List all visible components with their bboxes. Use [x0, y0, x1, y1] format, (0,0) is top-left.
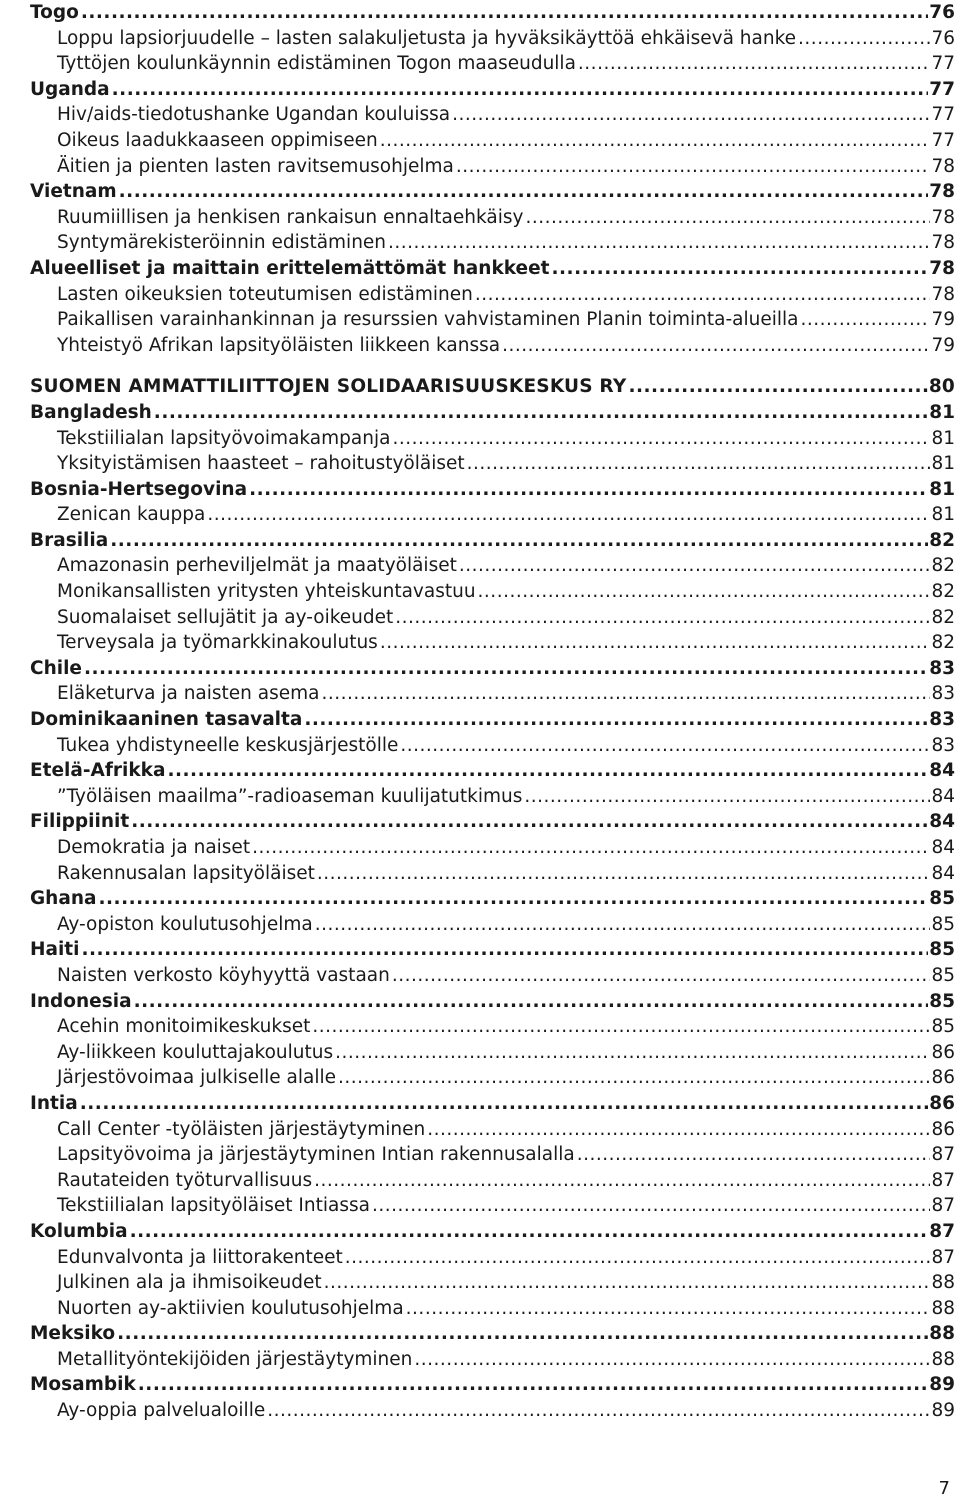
toc-entry [30, 102, 955, 128]
toc-entry [30, 154, 955, 180]
toc-entry [30, 1398, 955, 1424]
toc-entry-page: 79 [931, 334, 955, 356]
toc-section-heading [30, 656, 955, 682]
toc-entry-page: 89 [931, 1400, 955, 1422]
toc-leader-dots [578, 51, 931, 77]
toc-entry-page: 79 [931, 309, 955, 331]
toc-entry-title: Rautateiden työturvallisuus [57, 1169, 313, 1191]
toc-entry [30, 51, 955, 77]
toc-entry [30, 1142, 955, 1168]
toc-entry-title: Call Center -työläisten järjestäytyminen [57, 1118, 426, 1140]
toc-entry-title: Yksityistämisen haasteet – rahoitustyöläiset [57, 453, 465, 475]
toc-entry-title: Naisten verkosto köyhyyttä vastaan [57, 964, 390, 986]
toc-entry [30, 333, 955, 359]
toc-entry-title: Edunvalvonta ja liittorakenteet [57, 1246, 343, 1268]
toc-section-heading [30, 528, 955, 554]
toc-entry-page: 78 [931, 232, 955, 254]
toc-entry-page: 81 [931, 427, 955, 449]
toc-entry-title: Tekstiilialan lapsityöläiset Intiassa [57, 1195, 370, 1217]
toc-entry [30, 861, 955, 887]
toc-entry-page: 82 [931, 555, 955, 577]
toc-leader-dots [322, 681, 931, 707]
toc-leader-dots [267, 1398, 930, 1424]
toc-section-heading [30, 989, 955, 1015]
toc-entry-title: Terveysala ja työmarkkinakoulutus [57, 632, 378, 654]
toc-entry-title: Intia [30, 1092, 78, 1114]
toc-leader-dots [400, 733, 930, 759]
toc-entry-title: Lasten oikeuksien toteutumisen edistäminen [57, 283, 473, 305]
toc-entry-title: Meksiko [30, 1323, 116, 1345]
toc-entry-page: 83 [931, 683, 955, 705]
toc-entry-page: 84 [931, 837, 955, 858]
toc-leader-dots [467, 451, 931, 477]
toc-entry-page: 84 [931, 862, 955, 884]
toc-section-heading [30, 809, 955, 835]
toc-entry [30, 605, 955, 631]
toc-entry-page: 78 [931, 206, 955, 228]
toc-entry-title: Ay-opiston koulutusohjelma [57, 913, 313, 935]
toc-leader-dots [798, 26, 930, 52]
toc-section-heading [30, 179, 955, 205]
toc-entry-title: Julkinen ala ja ihmisoikeudet [57, 1272, 322, 1294]
toc-entry-page: 86 [931, 1118, 955, 1140]
toc-entry-title: Bosnia-Hertsegovina [30, 478, 248, 500]
toc-leader-dots [252, 835, 930, 861]
toc-leader-dots [456, 154, 931, 180]
toc-entry-title: Suomalaiset sellujätit ja ay-oikeudet [57, 606, 394, 628]
toc-entry-page: 82 [929, 529, 955, 551]
toc-entry [30, 1347, 955, 1373]
toc-entry [30, 230, 955, 256]
toc-leader-dots [112, 77, 929, 103]
toc-entry-page: 88 [929, 1323, 955, 1345]
toc-leader-dots [317, 861, 931, 887]
toc-entry-title: Alueelliset ja maittain erittelemättömät hankkeet [30, 257, 550, 279]
toc-leader-dots [414, 1347, 930, 1373]
toc-entry-page: 81 [929, 401, 955, 423]
toc-entry-title: Indonesia [30, 990, 132, 1012]
toc-entry-title: Oikeus laadukkaaseen oppimiseen [57, 129, 378, 151]
toc-entry [30, 1245, 955, 1271]
toc-entry-page: 83 [929, 657, 955, 679]
toc-entry-title: Acehin monitoimikeskukset [57, 1016, 311, 1038]
toc-entry-page: 87 [931, 1144, 955, 1166]
toc-section-heading [30, 1321, 955, 1347]
toc-entry-title: Ruumiillisen ja henkisen rankaisun ennaltaehkäisy [57, 206, 524, 228]
toc-leader-dots [315, 912, 931, 938]
toc-leader-dots [110, 528, 928, 554]
toc-entry-page: 88 [931, 1348, 955, 1370]
toc-entry-page: 77 [931, 53, 955, 75]
toc-leader-dots [81, 0, 928, 26]
toc-leader-dots [117, 1321, 928, 1347]
toc-entry [30, 733, 955, 759]
toc-entry-page: 87 [931, 1246, 955, 1268]
toc-entry [30, 451, 955, 477]
toc-entry-page: 78 [931, 283, 955, 305]
toc-entry-page: 85 [929, 939, 955, 961]
toc-entry-page: 77 [931, 129, 955, 151]
toc-entry [30, 426, 955, 452]
toc-leader-dots [801, 307, 931, 333]
toc-entry-page: 78 [931, 155, 955, 177]
toc-entry-page: 86 [929, 1092, 955, 1114]
toc-entry-title: Brasilia [30, 529, 109, 551]
toc-leader-dots [207, 502, 930, 528]
toc-entry-title: Syntymärekisteröinnin edistäminen [57, 232, 387, 254]
toc-leader-dots [380, 630, 931, 656]
toc-leader-dots [380, 128, 931, 154]
toc-leader-dots [502, 333, 930, 359]
toc-leader-dots [552, 256, 929, 282]
toc-entry [30, 205, 955, 231]
toc-entry-page: 82 [931, 632, 955, 654]
toc-entry-title: Eläketurva ja naisten asema [57, 683, 320, 705]
toc-entry-page: 80 [928, 376, 955, 398]
toc-entry [30, 1270, 955, 1296]
toc-leader-dots [392, 963, 931, 989]
toc-entry [30, 307, 955, 333]
toc-entry-page: 84 [929, 760, 955, 782]
toc-leader-dots [130, 1219, 929, 1245]
toc-entry-page: 81 [931, 504, 955, 526]
toc-entry-page: 76 [931, 27, 955, 49]
toc-entry-page: 81 [929, 478, 955, 500]
toc-entry [30, 630, 955, 656]
toc-leader-dots [628, 374, 927, 400]
toc-section-heading [30, 937, 955, 963]
toc-entry-title: Vietnam [30, 181, 117, 203]
toc-entry [30, 1040, 955, 1066]
toc-entry-page: 82 [931, 581, 955, 603]
toc-entry [30, 963, 955, 989]
toc-entry-page: 78 [929, 181, 955, 203]
toc-entry-page: 86 [931, 1067, 955, 1089]
toc-entry-page: 85 [929, 990, 955, 1012]
toc-leader-dots [138, 1372, 928, 1398]
toc-section-heading [30, 886, 955, 912]
toc-section-heading [30, 1219, 955, 1245]
toc-entry [30, 1168, 955, 1194]
toc-leader-dots [406, 1296, 931, 1322]
toc-section-heading [30, 1091, 955, 1117]
toc-entry-title: Rakennusalan lapsityöläiset [57, 862, 315, 884]
toc-leader-dots [324, 1270, 931, 1296]
toc-entry-page: 89 [929, 1374, 955, 1396]
toc-leader-dots [577, 1142, 931, 1168]
toc-leader-dots [524, 784, 930, 810]
toc-entry [30, 282, 955, 308]
toc-entry-page: 87 [931, 1169, 955, 1191]
toc-entry [30, 579, 955, 605]
toc-entry-page: 87 [929, 1220, 955, 1242]
toc-entry-title: Demokratia ja naiset [57, 837, 251, 858]
toc-entry-page: 82 [931, 606, 955, 628]
toc-section-heading [30, 758, 955, 784]
toc-leader-dots [134, 989, 929, 1015]
table-of-contents [30, 0, 955, 1424]
toc-entry [30, 502, 955, 528]
toc-leader-dots [84, 656, 928, 682]
toc-entry-title: Yhteistyö Afrikan lapsityöläisten liikkeen kanssa [57, 334, 501, 356]
toc-entry-title: Ay-oppia palvelualoille [57, 1400, 266, 1422]
toc-entry-page: 83 [931, 734, 955, 756]
toc-leader-dots [459, 553, 931, 579]
toc-entry-title: Metallityöntekijöiden järjestäytyminen [57, 1348, 413, 1370]
toc-entry-page: 87 [931, 1195, 955, 1217]
toc-entry-title: Etelä-Afrikka [30, 760, 166, 782]
toc-leader-dots [427, 1117, 930, 1143]
toc-entry-title: ”Työläisen maailma”-radioaseman kuulijatutkimus [57, 785, 523, 807]
toc-entry [30, 1193, 955, 1219]
toc-section-heading [30, 0, 955, 26]
toc-section-heading [30, 707, 955, 733]
toc-leader-dots [80, 1091, 929, 1117]
toc-entry-title: Ghana [30, 888, 97, 910]
toc-entry-title: Mosambik [30, 1374, 136, 1396]
toc-entry-title: Nuorten ay-aktiivien koulutusohjelma [57, 1297, 404, 1319]
toc-leader-dots [478, 579, 931, 605]
toc-section-heading [30, 400, 955, 426]
toc-leader-dots [388, 230, 930, 256]
toc-entry-page: 85 [931, 913, 955, 935]
toc-entry-page: 86 [931, 1041, 955, 1063]
toc-leader-dots [392, 426, 930, 452]
toc-entry-page: 77 [931, 104, 955, 126]
toc-entry-title: Dominikaaninen tasavalta [30, 709, 303, 731]
toc-leader-dots [475, 282, 931, 308]
toc-leader-dots [99, 886, 929, 912]
toc-entry-title: Bangladesh [30, 401, 152, 423]
toc-entry-title: Monikansallisten yritysten yhteiskuntavastuu [57, 581, 476, 603]
toc-entry-title: Ay-liikkeen kouluttajakoulutus [57, 1041, 334, 1063]
toc-leader-dots [312, 1014, 930, 1040]
toc-leader-dots [372, 1193, 931, 1219]
toc-leader-dots [304, 707, 928, 733]
toc-leader-dots [167, 758, 928, 784]
toc-entry-title: Filippiinit [30, 811, 130, 833]
toc-entry [30, 26, 955, 52]
toc-entry-title: Kolumbia [30, 1220, 128, 1242]
toc-entry [30, 1296, 955, 1322]
toc-leader-dots [335, 1040, 930, 1066]
toc-entry-page: 88 [931, 1297, 955, 1319]
toc-entry-title: Haiti [30, 939, 80, 961]
toc-section-heading [30, 1372, 955, 1398]
toc-entry-page: 77 [929, 78, 955, 100]
toc-leader-dots [452, 102, 930, 128]
toc-entry-title: Hiv/aids-tiedotushanke Ugandan kouluissa [57, 104, 451, 126]
toc-entry-title: Järjestövoimaa julkiselle alalle [57, 1067, 337, 1089]
toc-entry [30, 1014, 955, 1040]
toc-entry-title: Tukea yhdistyneelle keskusjärjestölle [57, 734, 399, 756]
toc-leader-dots [249, 477, 928, 503]
toc-leader-dots [525, 205, 930, 231]
toc-entry [30, 784, 955, 810]
toc-entry-title: Togo [30, 2, 79, 23]
toc-entry-page: 85 [931, 1016, 955, 1038]
toc-entry-title: Paikallisen varainhankinnan ja resurssien vahvistaminen Planin toiminta-alueilla [57, 309, 799, 331]
toc-section-heading [30, 256, 955, 282]
toc-entry [30, 553, 955, 579]
toc-entry-title: Loppu lapsiorjuudelle – lasten salakuljetusta ja hyväksikäyttöä ehkäisevä hanke [57, 27, 797, 49]
toc-entry-page: 84 [929, 811, 955, 833]
toc-entry [30, 835, 955, 861]
toc-leader-dots [131, 809, 928, 835]
toc-entry-page: 81 [931, 453, 955, 475]
toc-entry-title: Äitien ja pienten lasten ravitsemusohjelma [57, 155, 454, 177]
toc-leader-dots [119, 179, 929, 205]
toc-leader-dots [82, 937, 929, 963]
toc-entry [30, 1065, 955, 1091]
toc-entry-title: Amazonasin perheviljelmät ja maatyöläiset [57, 555, 457, 577]
toc-entry [30, 128, 955, 154]
toc-entry [30, 1117, 955, 1143]
toc-entry-title: Zenican kauppa [57, 504, 206, 526]
toc-entry-page: 78 [929, 257, 955, 279]
page-number: 7 [938, 1478, 950, 1499]
toc-entry-title: Lapsityövoima ja järjestäytyminen Intian rakennusalalla [57, 1144, 575, 1166]
toc-section-heading [30, 477, 955, 503]
toc-entry [30, 912, 955, 938]
toc-entry-title: Chile [30, 657, 82, 679]
toc-entry-page: 83 [929, 709, 955, 731]
toc-entry-title: Uganda [30, 78, 110, 100]
toc-entry [30, 681, 955, 707]
toc-entry-page: 85 [931, 964, 955, 986]
toc-entry-page: 85 [929, 888, 955, 910]
toc-entry-page: 84 [931, 785, 955, 807]
toc-entry-title: Tekstiilialan lapsityövoimakampanja [57, 427, 391, 449]
toc-entry-page: 76 [929, 2, 955, 23]
toc-leader-dots [154, 400, 928, 426]
toc-leader-dots [345, 1245, 931, 1271]
toc-leader-dots [395, 605, 930, 631]
toc-leader-dots [314, 1168, 930, 1194]
toc-entry-title: SUOMEN AMMATTILIITTOJEN SOLIDAARISUUSKESKUS RY [30, 376, 627, 398]
toc-entry-page: 88 [931, 1272, 955, 1294]
toc-entry-title: Tyttöjen koulunkäynnin edistäminen Togon maaseudulla [57, 53, 576, 75]
toc-section-heading [30, 77, 955, 103]
toc-leader-dots [338, 1065, 930, 1091]
toc-section-heading [30, 374, 955, 400]
